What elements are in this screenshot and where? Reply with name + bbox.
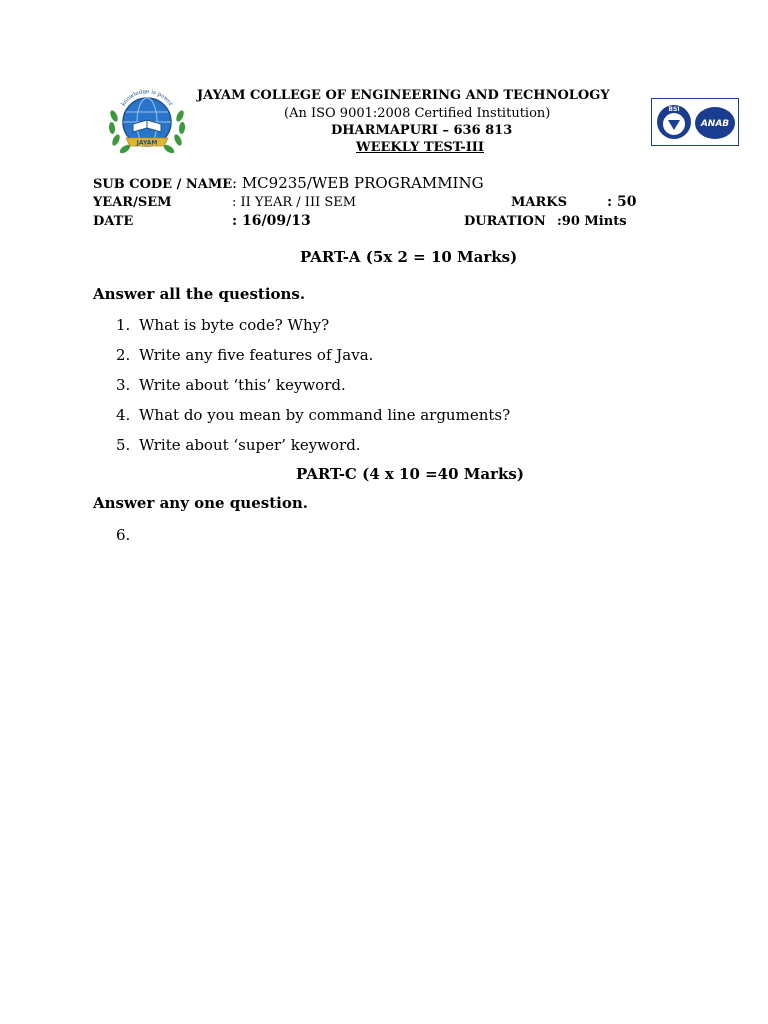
- marks-label: MARKS: [511, 195, 567, 210]
- anab-text: ANAB: [700, 119, 730, 129]
- duration-value: :90 Mints: [557, 214, 627, 229]
- year-sem-label: YEAR/SEM: [93, 195, 172, 210]
- logo-name-text: JAYAM: [136, 139, 158, 147]
- question-number: 1.: [116, 316, 131, 334]
- question-number: 2.: [116, 346, 131, 364]
- duration-label: DURATION: [464, 214, 546, 229]
- date-value: : 16/09/13: [232, 213, 311, 229]
- sub-code-value: : MC9235/WEB PROGRAMMING: [232, 174, 484, 192]
- certification-text: (An ISO 9001:2008 Certified Institution): [284, 106, 551, 121]
- question-number: 5.: [116, 436, 131, 454]
- question-number: 6.: [116, 526, 131, 544]
- question-number: 4.: [116, 406, 131, 424]
- college-logo: [106, 86, 188, 158]
- question-number: 3.: [116, 376, 131, 394]
- question-text: Write about ‘this’ keyword.: [139, 376, 346, 394]
- certification-logo: [651, 98, 739, 146]
- part-a-title: PART-A (5x 2 = 10 Marks): [300, 248, 518, 266]
- date-label: DATE: [93, 214, 134, 229]
- question-text: Write any five features of Java.: [139, 346, 374, 364]
- question-text: What is byte code? Why?: [139, 316, 330, 334]
- marks-value: : 50: [607, 194, 637, 210]
- question-text: What do you mean by command line arguments?: [139, 406, 511, 424]
- institution-name: JAYAM COLLEGE OF ENGINEERING AND TECHNOLOGY: [197, 88, 610, 103]
- sub-code-label: SUB CODE / NAME: [93, 177, 233, 192]
- part-a-instruction: Answer all the questions.: [93, 285, 306, 303]
- logo-motto-text: knowledge is power: [120, 88, 174, 108]
- question-text: Write about ‘super’ keyword.: [139, 436, 361, 454]
- test-title: WEEKLY TEST-III: [356, 140, 484, 155]
- part-c-title: PART-C (4 x 10 =40 Marks): [296, 465, 524, 483]
- location-text: DHARMAPURI – 636 813: [331, 123, 513, 138]
- part-c-instruction: Answer any one question.: [93, 494, 308, 512]
- bsi-text: BSI: [668, 106, 680, 113]
- year-sem-value: : II YEAR / III SEM: [232, 195, 357, 210]
